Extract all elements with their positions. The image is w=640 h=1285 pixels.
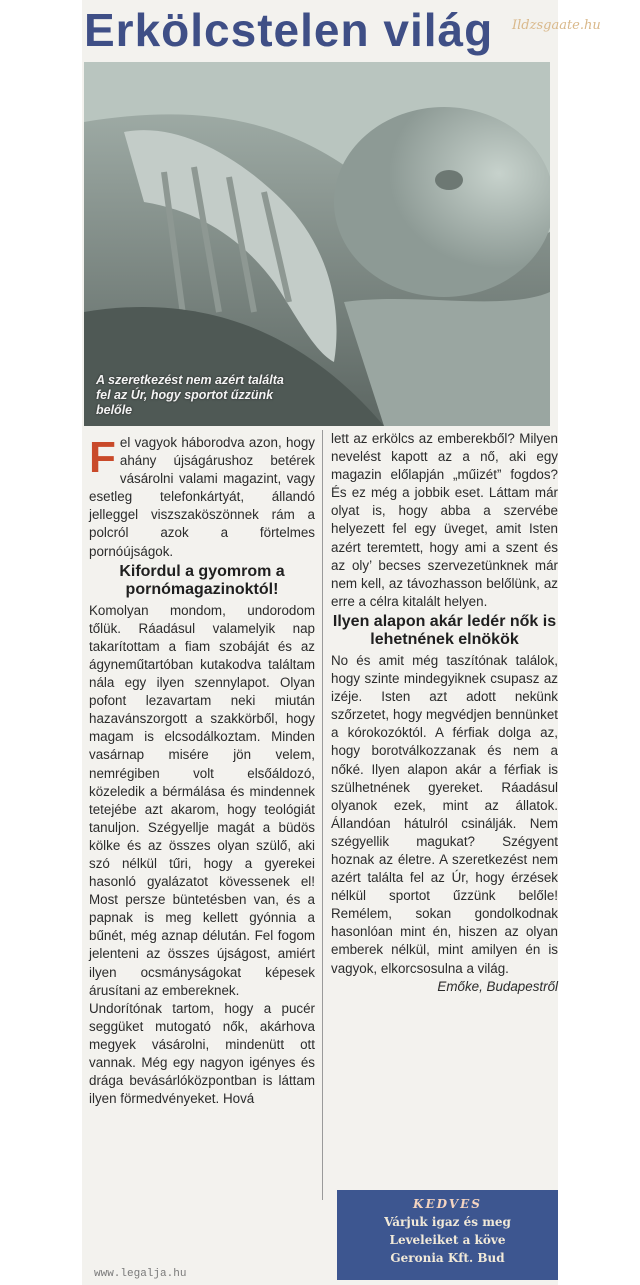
photo-caption: A szeretkezést nem azért találta fel az Úr, hogy sportot űzzünk belőle [96,373,284,417]
paragraph-1-text: el vagyok háborodva azon, hogy ahány újságárushoz betérek vásárolni valami magazint, vagy esetleg telefonkártyát, állandó jelleggel viszszaköszönnek rám a polcról azok a förtelmes pornóújságok. [89,435,315,559]
info-box-line-2: Leveleiket a köve [389,1233,506,1247]
info-box [337,1190,558,1280]
paragraph-5: No és amit még taszítónak találok, hogy szinte mindegyiknek csupasz az izéje. Isten azt adott nekünk szőrzetet, hogy megvédjen bennünket a kórokozóktól. A férfiak dolga az, hogy borotválkozzanak és nem a nőké. Ilyen alapon akár a férfiak is szülhetnének gyereket. Ráadásul olyanok ezek, mint az állatok. Állandóan hátulról csinálják. Nem szégyellik magukat? Szégyent hoznak az életre. A szeretkezést nem azért találta fel az Úr, hogy érzések nélkül sportot űzzünk belőle! Remélem, sokan gondolkodnak hasonlóan mint én, hiszen az olyan emberek nélkül, mint amilyen én is vagyok, elkorcsosulna a világ. [331,652,558,976]
article-column-2 [331,430,558,996]
article-column-1 [89,434,315,1108]
info-box-line-1: Várjuk igaz és meg [384,1215,511,1229]
headline: Erkölcstelen világ [84,4,494,56]
article-photo [84,62,550,426]
photo-illustration [84,62,550,426]
subheading-2: Ilyen alapon akár ledér nők is lehetnének elnökök [332,612,557,648]
subheading-1: Kifordul a gyomrom a pornómagazinoktól! [119,562,285,598]
paragraph-4: lett az erkölcs az emberekből? Milyen nevelést kapott az a nő, aki egy magazin előlapján „műizét” fogdos? És ez még a jobbik eset. Láttam már olyat is, hogy abba a szervébe helyezett fel egy üveget, amit Isten azért teremtett, hogy ami a szent és az oly’ becses szervezetünknek már nem kell, az távozhasson belőlünk, az erre a célra kitalált helyen. [331,431,558,609]
paragraph-1 [89,434,315,561]
paragraph-3: Undorítónak tartom, hogy a pucér seggüket mutogató nők, akárhova megyek vásárolni, mindenütt ott vannak. Még egy nagyon igényes és drága bevásárlóközpontban is láttam ilyen förmedvényeket. Hová [89,1000,315,1107]
drop-cap: F [89,433,116,482]
watermark: Ildzsgaate.hu [512,18,601,33]
paragraph-2: Komolyan mondom, undorodom tőlük. Ráadásul valamelyik nap takarítottam a fiam szobáját és az ágyneműtartóban kutakodva találtam nála egy ilyen szennylapot. Olyan pofont lezavartam neki miután hazavánszorgott a szakkörből, hogy magam is elcsodálkoztam. Minden vasárnap misére jön velem, nemrégiben volt elsőáldozó, közeledik a bérmálása és mindennek tetejébe azt akarom, hogy teológiát tanuljon. Szégyellje magát a büdös kölke és az összes olyan szülő, aki szó nélkül tűri, hogy a gyerekei hasonló gyalázatot kövessenek el! Most persze büntetésben van, és a papnak is meg kellett gyónnia a bűnét, még aznap délután. Fel fogom jelenteni az összes újságost, amiért ilyen ocsmányságokat képesek árusítani az embereknek. [89,602,315,998]
footer-url: www.legalja.hu [94,1268,187,1280]
signature: Emőke, Budapestről [437,978,558,994]
info-box-title: KEDVES [413,1197,482,1211]
info-box-line-3: Geronia Kft. Bud [390,1251,505,1265]
column-divider [322,430,323,1200]
